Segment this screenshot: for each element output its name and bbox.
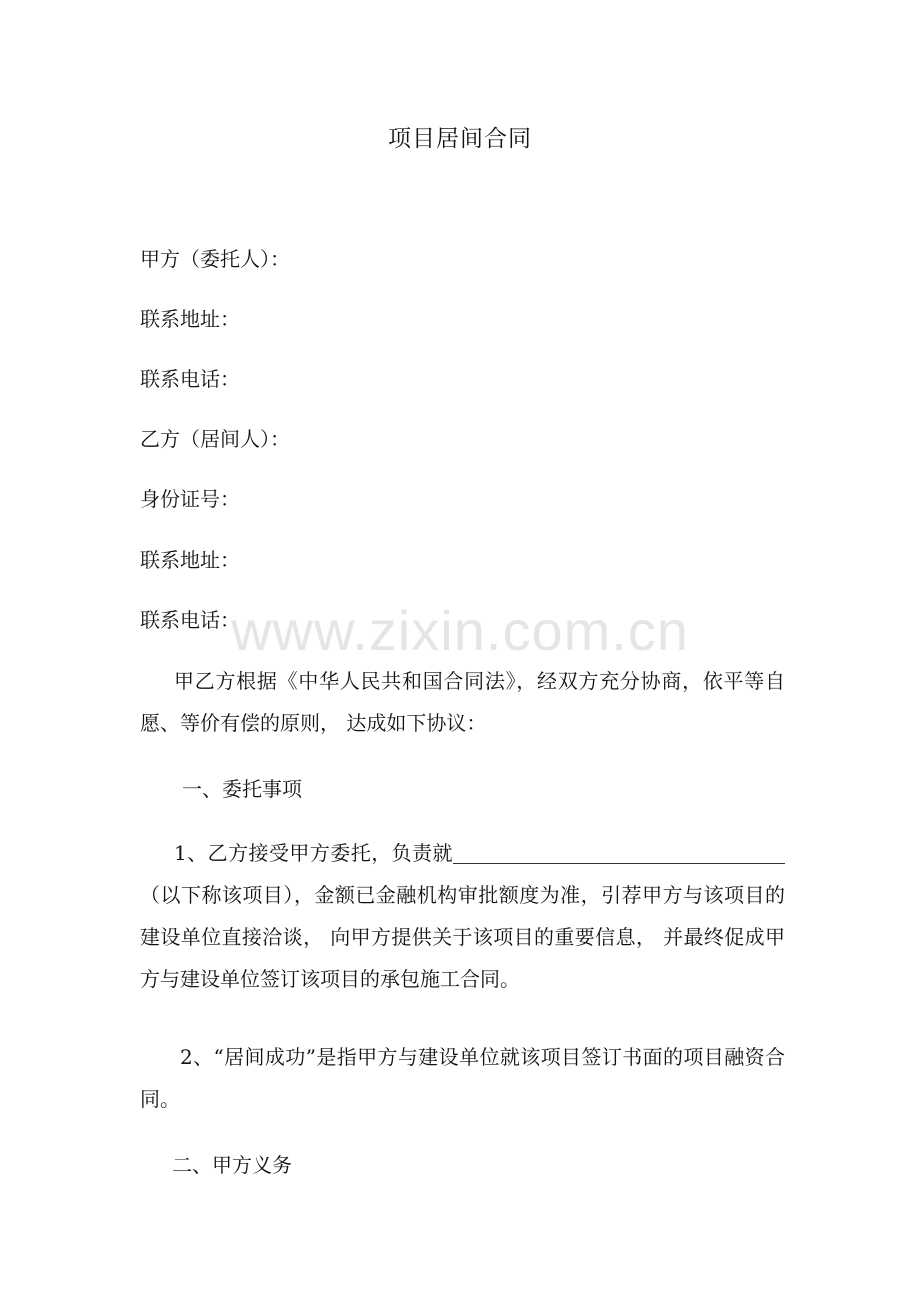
field-phone-b: 联系电话：	[140, 608, 240, 632]
clause-1-text: （以下称该项目），金额已金融机构审批额度为准，引荐甲方与该项目的建设单位直接洽谈， 向甲方提供关于该项目的重要信息， 并最终促成甲方与建设单位签订该项目的承包施工合同。	[140, 883, 785, 991]
field-address-b: 联系地址：	[140, 548, 240, 572]
field-id-number: 身份证号：	[140, 487, 240, 511]
field-address-a: 联系地址：	[140, 307, 240, 331]
field-party-a: 甲方（委托人）：	[140, 247, 290, 271]
field-party-b: 乙方（居间人）：	[140, 427, 290, 451]
clause-1-prefix: 1、乙方接受甲方委托，负责就	[174, 841, 453, 865]
clause-2	[140, 1036, 785, 1120]
section-heading-2: 二、甲方义务	[172, 1153, 292, 1177]
clause-2-text: 2、“居间成功”是指甲方与建设单位就该项目签订书面的项目融资合同。	[140, 1045, 785, 1111]
section-heading-1: 一、委托事项	[182, 777, 302, 801]
clause-1-blank	[453, 841, 785, 864]
document-title: 项目居间合同	[388, 126, 532, 152]
watermark: www.zixin.com.cn	[231, 599, 689, 662]
intro-paragraph: 甲乙方根据《中华人民共和国合同法》，经双方充分协商，依平等自愿、等价有偿的原则， 达成如下协议：	[140, 669, 785, 735]
field-phone-a: 联系电话：	[140, 367, 240, 391]
clause-1	[140, 832, 785, 1000]
